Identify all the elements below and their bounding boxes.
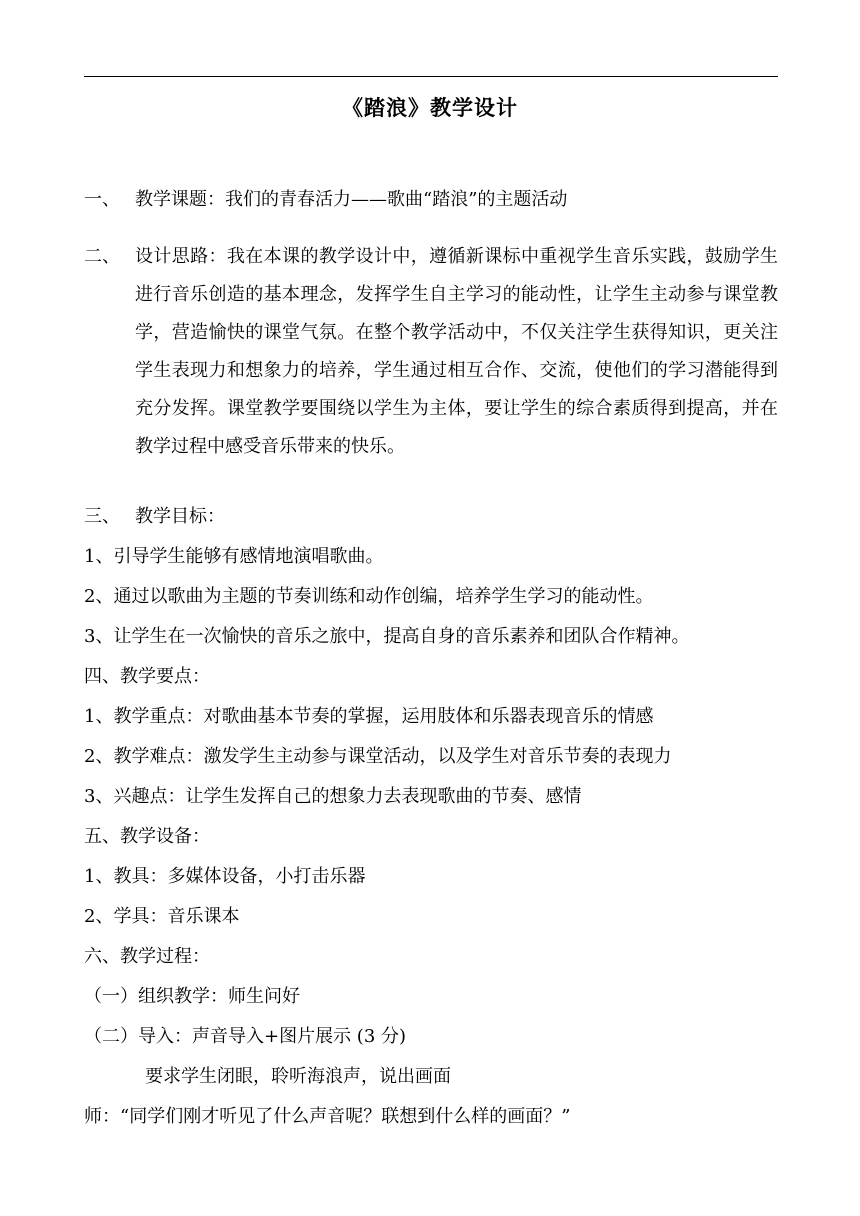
point-item: 3、兴趣点：让学生发挥自己的想象力去表现歌曲的节奏、感情 [84,786,582,807]
goal-item: 1、引导学生能够有感情地演唱歌曲。 [84,546,384,567]
section-3-number: 三、 [84,506,120,527]
section-4-heading: 四、教学要点： [84,666,210,687]
section-2-paragraph: 设计思路：我在本课的教学设计中，遵循新课标中重视学生音乐实践，鼓励学生进行音乐创造的基本理念，发挥学生自主学习的能动性，让学生主动参与课堂教学，营造愉快的课堂气氛。在整个教学活动中，不仅关注学生获得知识，更关注学生表现力和想象力的培养，学生通过相互合作、交流，使他们的学习潜能得到充分发挥。课堂教学要围绕以学生为主体，要让学生的综合素质得到提高，并在教学过程中感受音乐带来的快乐。 [135,246,778,457]
equipment-item: 2、学具：音乐课本 [84,906,240,927]
equipment-item: 1、教具：多媒体设备，小打击乐器 [84,866,366,887]
section-5-heading: 五、教学设备： [84,826,210,847]
process-item: （二）导入：声音导入+图片展示 (3 分) [84,1026,407,1047]
section-3-heading: 教学目标： [135,506,225,527]
section-2-number: 二、 [84,246,120,267]
point-item: 2、教学难点：激发学生主动参与课堂活动，以及学生对音乐节奏的表现力 [84,746,672,767]
teacher-dialogue: 师：“同学们刚才听见了什么声音呢？联想到什么样的画面？” [84,1106,571,1127]
header-rule [84,76,778,77]
goal-item: 2、通过以歌曲为主题的节奏训练和动作创编，培养学生学习的能动性。 [84,586,654,607]
section-1-number: 一、 [84,189,120,210]
goal-item: 3、让学生在一次愉快的音乐之旅中，提高自身的音乐素养和团队合作精神。 [84,626,690,647]
document-title: 《踏浪》教学设计 [342,95,518,120]
point-item: 1、教学重点：对歌曲基本节奏的掌握，运用肢体和乐器表现音乐的情感 [84,706,654,727]
process-detail: 要求学生闭眼，聆听海浪声，说出画面 [145,1066,451,1087]
section-6-heading: 六、教学过程： [84,946,210,967]
process-item: （一）组织教学：师生问好 [84,986,300,1007]
section-1-text: 教学课题：我们的青春活力——歌曲“踏浪”的主题活动 [135,189,568,210]
